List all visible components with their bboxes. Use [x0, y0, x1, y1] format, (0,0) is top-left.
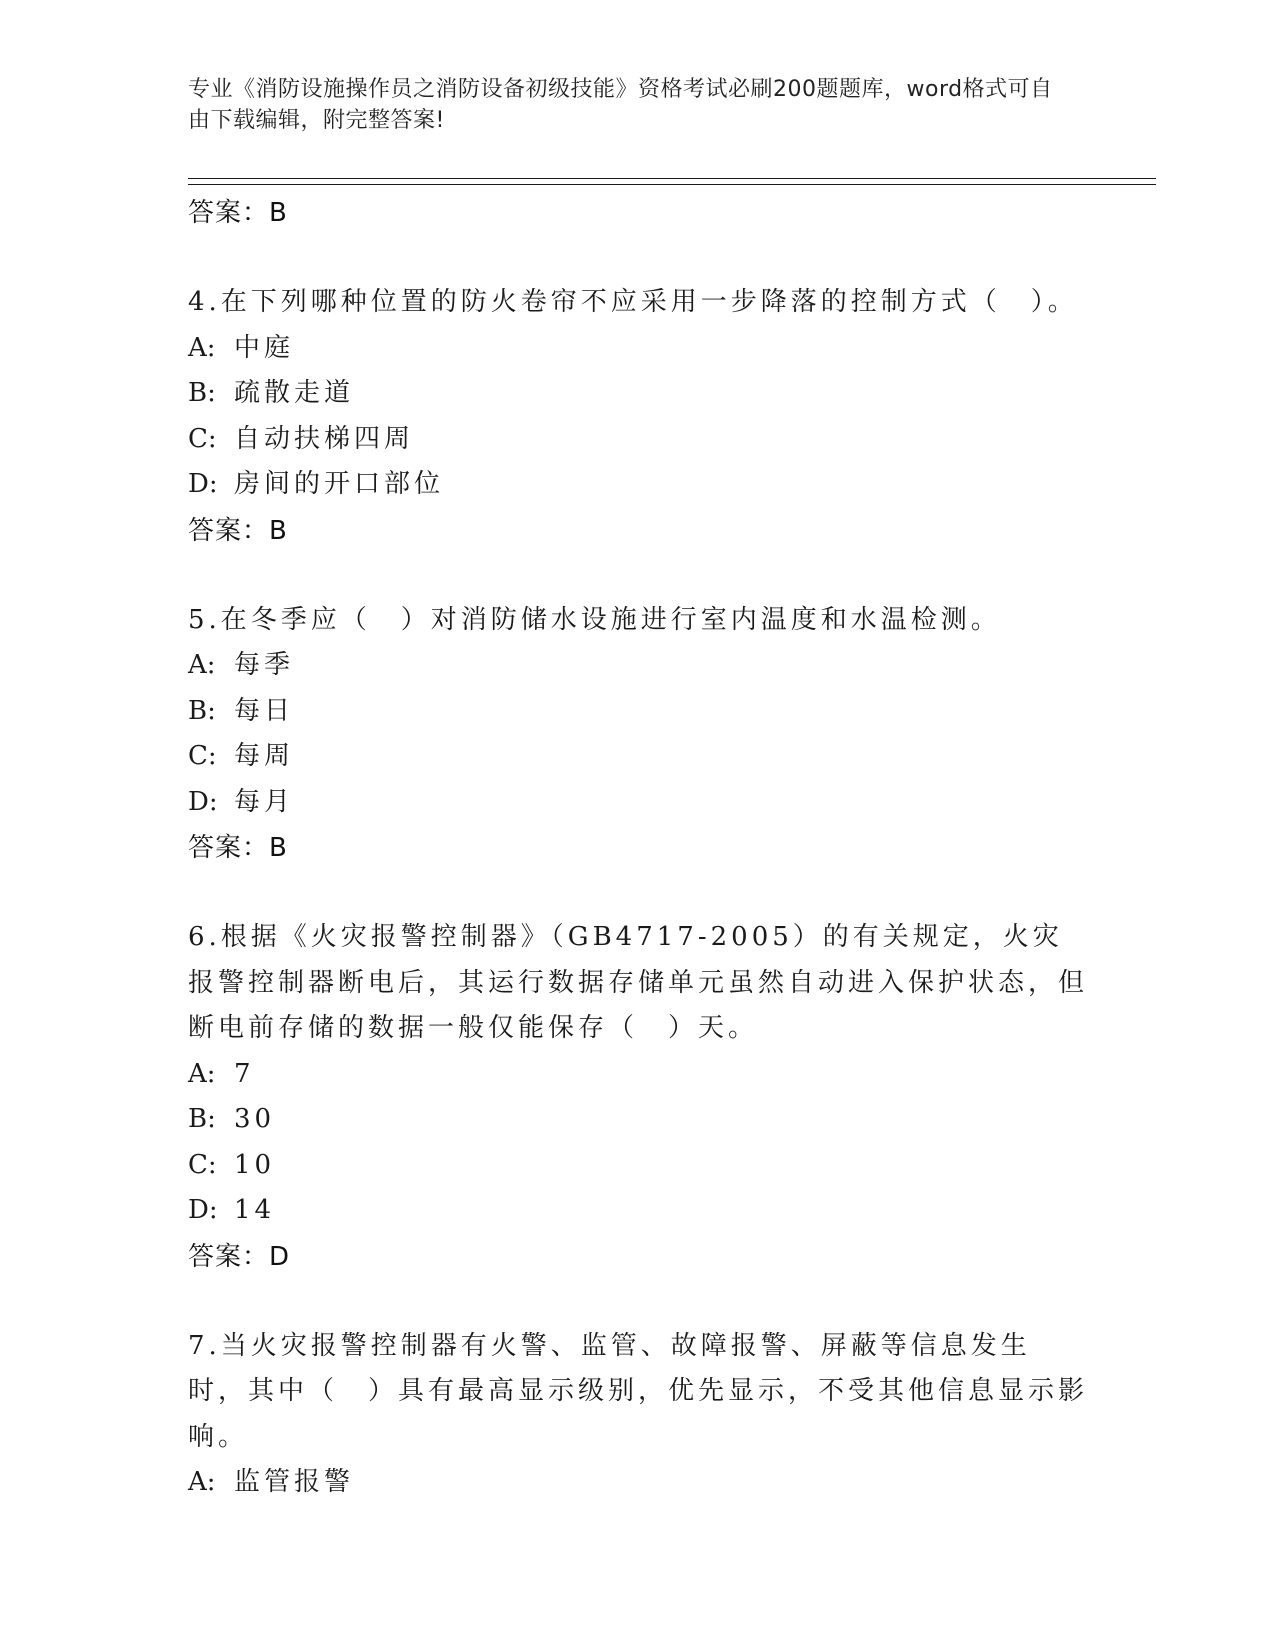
question-list: [188, 190, 1088, 1506]
option-letter: D:: [188, 1195, 218, 1225]
option-text: 每季: [234, 650, 295, 680]
option-a: [188, 643, 1088, 689]
option-b: [188, 689, 1088, 735]
option-a: [188, 1052, 1088, 1098]
option-text: 每日: [234, 695, 295, 726]
option-letter: C:: [188, 423, 217, 454]
question-text: 5.在冬季应（ ）对消防储水设施进行室内温度和水温检测。: [188, 604, 1001, 635]
answer-line: 答案：B: [188, 833, 288, 863]
option-a: [188, 1460, 1088, 1506]
option-b: [188, 1097, 1088, 1143]
option-c: [188, 734, 1088, 780]
option-text: 每月: [234, 786, 295, 817]
option-letter: B:: [188, 378, 216, 408]
answer-line: 答案：B: [188, 515, 288, 546]
option-letter: C:: [188, 741, 217, 771]
option-text: 房间的开口部位: [234, 469, 445, 499]
question-text: 7.当火灾报警控制器有火警、监管、故障报警、屏蔽等信息发生时，其中（ ）具有最高显示级别，优先显示，不受其他信息显示影响。: [188, 1330, 1089, 1452]
option-letter: A:: [188, 1058, 216, 1089]
header-rule-top: [188, 178, 1156, 179]
option-letter: B:: [188, 695, 216, 726]
answer-line: 答案：B: [188, 198, 288, 228]
option-letter: A:: [188, 1467, 216, 1497]
option-d: [188, 780, 1088, 826]
option-text: 疏散走道: [234, 378, 355, 408]
option-a: [188, 326, 1088, 372]
question-block: [188, 1324, 1088, 1506]
option-text: 自动扶梯四周: [234, 423, 415, 454]
option-text: 监管报警: [234, 1467, 355, 1497]
option-c: [188, 1143, 1088, 1189]
option-text: 7: [234, 1058, 255, 1089]
answer-line: 答案：D: [188, 1241, 291, 1272]
option-letter: D:: [188, 469, 218, 499]
option-text: 每周: [234, 741, 295, 771]
option-letter: C:: [188, 1149, 217, 1180]
question-text: 6.根据《火灾报警控制器》（GB4717-2005）的有关规定，火灾报警控制器断电后，其运行数据存储单元虽然自动进入保护状态，但断电前存储的数据一般仅能保存（ ）天。: [188, 922, 1089, 1043]
question-block: [188, 915, 1088, 1280]
option-letter: A:: [188, 650, 216, 680]
option-letter: A:: [188, 332, 216, 363]
question-block: [188, 280, 1088, 554]
option-text: 中庭: [234, 332, 295, 363]
option-b: [188, 371, 1088, 417]
question-text: 4.在下列哪种位置的防火卷帘不应采用一步降落的控制方式（ ）。: [188, 287, 1078, 317]
option-text: 10: [234, 1149, 276, 1180]
option-letter: D:: [188, 786, 218, 817]
question-block: [188, 598, 1088, 872]
option-d: [188, 462, 1088, 508]
option-text: 30: [234, 1104, 276, 1134]
option-letter: B:: [188, 1104, 216, 1134]
document-header: 专业《消防设施操作员之消防设备初级技能》资格考试必刷200题题库，word格式可自由下载编辑，附完整答案!: [188, 77, 1053, 133]
header-rule-bottom: [188, 184, 1156, 185]
option-d: [188, 1188, 1088, 1234]
option-c: [188, 417, 1088, 463]
option-text: 14: [234, 1195, 276, 1225]
